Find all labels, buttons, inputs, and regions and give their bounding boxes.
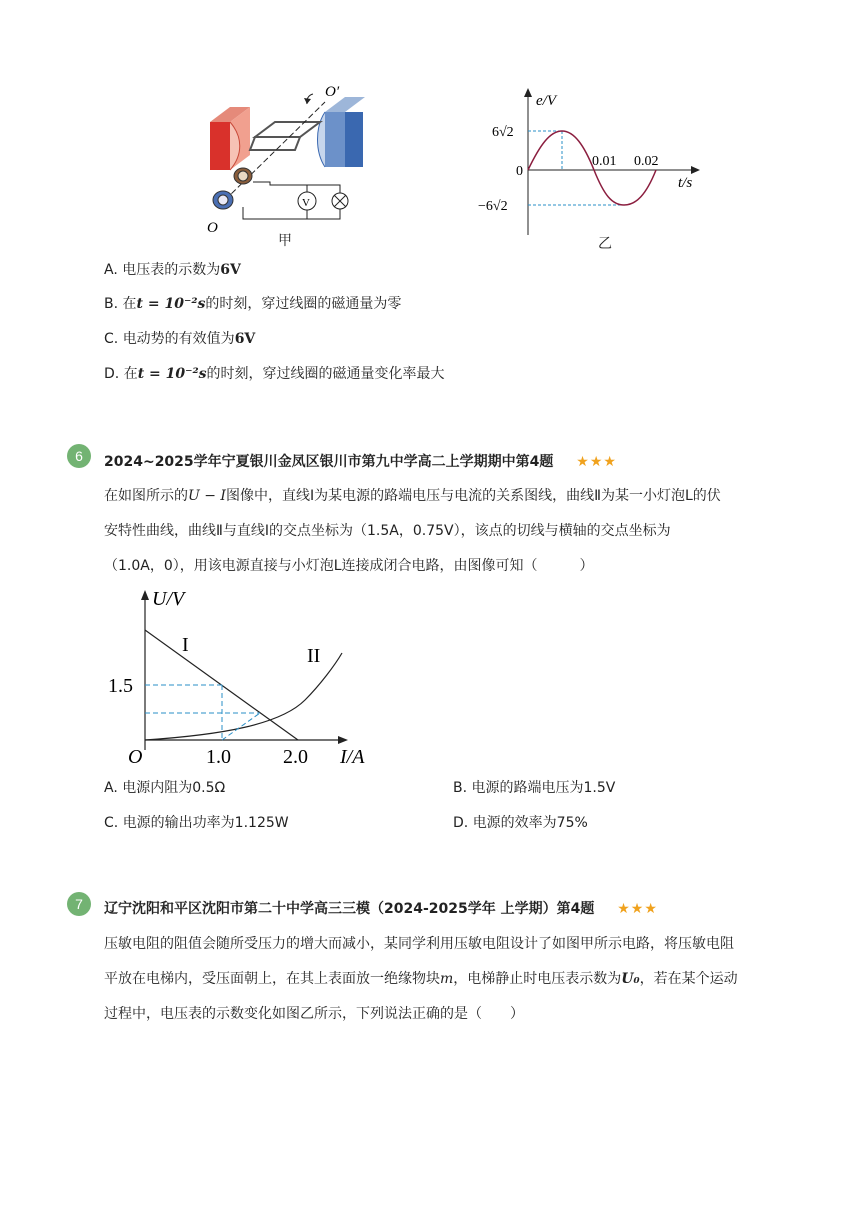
q6-source-title: 2024~2025学年宁夏银川金凤区银川市第九中学高二上学期期中第4题 ★★★ xyxy=(104,454,617,470)
fig-jia-caption: 甲 xyxy=(278,233,292,249)
u-axis-label: U/V xyxy=(152,588,185,610)
x-tick-1-label: 1.0 xyxy=(206,746,231,768)
q6-option-a[interactable]: A. 电源内阻为0.5Ω xyxy=(104,780,226,796)
difficulty-stars: ★★★ xyxy=(617,901,658,917)
q6-stem-line1: 在如图所示的U − I图像中，直线Ⅰ为某电源的路端电压与电流的关系图线，曲线Ⅱ为某一小灯泡L的伏 xyxy=(104,488,721,504)
label-o: O xyxy=(207,220,218,236)
q6-stem-line2: 安特性曲线，曲线Ⅱ与直线Ⅰ的交点坐标为（1.5A，0.75V），该点的切线与横轴的交点坐标为 xyxy=(104,523,671,539)
q7-stem-line1: 压敏电阻的阻值会随所受压力的增大而减小，某同学利用压敏电阻设计了如图甲所示电路，将压敏电阻 xyxy=(104,936,734,952)
q7-source-title: 辽宁沈阳和平区沈阳市第二十中学高三三模（2024-2025学年 上学期）第4题 ★★★ xyxy=(104,901,658,917)
label-o-prime: O′ xyxy=(325,84,340,100)
q5-option-a[interactable]: A. 电压表的示数为6V xyxy=(104,262,241,278)
q7-stem-line2: 平放在电梯内，受压面朝上，在其上表面放一绝缘物块m，电梯静止时电压表示数为U₀，若在某个运动 xyxy=(104,971,738,987)
x-axis-label: t/s xyxy=(678,175,693,191)
i-axis-label: I/A xyxy=(340,746,365,768)
q6-option-c[interactable]: C. 电源的输出功率为1.125W xyxy=(104,815,289,831)
q5-option-c[interactable]: C. 电动势的有效值为6V xyxy=(104,331,256,347)
meter-v-label: V xyxy=(302,197,310,209)
curve-ii-label: II xyxy=(307,645,321,667)
line-i-label: I xyxy=(182,634,189,656)
fig-yi-caption: 乙 xyxy=(598,236,612,252)
y-pos-label: 6√2 xyxy=(492,125,514,140)
y-tick-label: 1.5 xyxy=(108,675,133,697)
q7-stem-line3: 过程中，电压表的示数变化如图乙所示，下列说法正确的是（ ） xyxy=(104,1006,524,1022)
difficulty-stars: ★★★ xyxy=(576,454,617,470)
question-number-badge: 6 xyxy=(67,444,91,468)
q5-option-d[interactable]: D. 在t = 10⁻²s的时刻，穿过线圈的磁通量变化率最大 xyxy=(104,366,445,382)
t2-label: 0.02 xyxy=(634,154,659,169)
y-neg-label: −6√2 xyxy=(478,199,508,214)
q5-option-b[interactable]: B. 在t = 10⁻²s的时刻，穿过线圈的磁通量为零 xyxy=(104,296,402,312)
q6-stem-line3: （1.0A，0），用该电源直接与小灯泡L连接成闭合电路，由图像可知（ ） xyxy=(104,558,594,574)
question-number-badge: 7 xyxy=(67,892,91,916)
generator-figure xyxy=(195,82,365,252)
zero-label: 0 xyxy=(516,164,523,179)
t1-label: 0.01 xyxy=(592,154,617,169)
emf-graph xyxy=(470,85,710,250)
q6-option-b[interactable]: B. 电源的路端电压为1.5V xyxy=(453,780,616,796)
y-axis-label: e/V xyxy=(536,93,556,109)
q6-option-d[interactable]: D. 电源的效率为75% xyxy=(453,815,588,831)
x-tick-2-label: 2.0 xyxy=(283,746,308,768)
origin-label: O xyxy=(128,746,143,768)
ui-graph xyxy=(100,585,390,770)
